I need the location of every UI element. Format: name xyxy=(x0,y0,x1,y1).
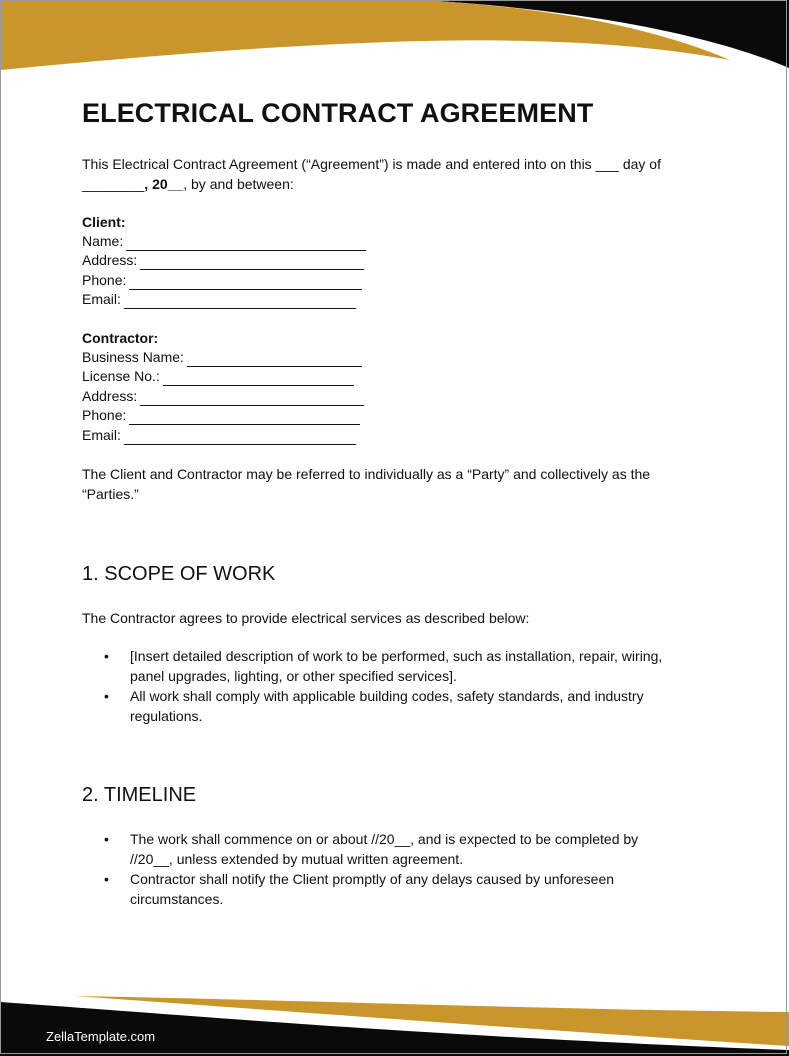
list-item: • The work shall commence on or about //20__, and is expected to be completed by //20__, unless extended by mutual written agreement. xyxy=(104,831,639,867)
client-phone-field xyxy=(82,271,362,290)
bullet-icon: • xyxy=(104,688,109,704)
client-name-field xyxy=(82,232,366,251)
section-timeline-list xyxy=(82,829,712,909)
parties-line-2: “Parties.” xyxy=(82,486,139,502)
client-email-input-line[interactable] xyxy=(124,294,356,309)
client-name-input-line[interactable] xyxy=(126,236,366,251)
client-address-input-line[interactable] xyxy=(140,255,364,270)
list-item: • Contractor shall notify the Client promptly of any delays caused by unforeseen circumstances. xyxy=(104,871,615,907)
contractor-email-field xyxy=(82,426,356,445)
field-label: Phone: xyxy=(82,407,127,423)
field-label: Address: xyxy=(82,252,138,268)
intro-paragraph xyxy=(82,154,702,194)
field-label: Name: xyxy=(82,233,124,249)
section-scope-list xyxy=(82,646,712,726)
list-item: • All work shall comply with applicable building codes, safety standards, and industry regulations. xyxy=(104,688,644,724)
field-label: Email: xyxy=(82,427,121,443)
client-email-field xyxy=(82,290,356,309)
contractor-address-field xyxy=(82,387,364,406)
contractor-business-name-field xyxy=(82,348,362,367)
list-item: • [Insert detailed description of work to be performed, such as installation, repair, wiring, panel upgrades, lighting, or other specified services]. xyxy=(104,648,663,684)
top-wave-decoration xyxy=(0,0,789,80)
client-phone-input-line[interactable] xyxy=(129,275,362,290)
field-label: Phone: xyxy=(82,272,127,288)
intro-date-blank: ________ xyxy=(82,176,145,192)
document-title: ELECTRICAL CONTRACT AGREEMENT xyxy=(82,98,594,128)
contractor-business-name-input-line[interactable] xyxy=(187,352,362,367)
bullet-icon: • xyxy=(104,871,109,887)
contractor-phone-input-line[interactable] xyxy=(129,410,360,425)
bullet-icon: • xyxy=(104,831,109,847)
section-scope-intro: The Contractor agrees to provide electrical services as described below: xyxy=(82,610,530,626)
contractor-license-input-line[interactable] xyxy=(163,371,354,386)
contractor-license-field xyxy=(82,367,354,386)
contractor-address-input-line[interactable] xyxy=(140,391,364,406)
field-label: Address: xyxy=(82,388,138,404)
section-timeline-heading: 2. TIMELINE xyxy=(82,784,197,806)
contractor-phone-field xyxy=(82,406,360,425)
contractor-heading: Contractor: xyxy=(82,330,159,346)
contractor-email-input-line[interactable] xyxy=(124,430,356,445)
section-scope-heading: 1. SCOPE OF WORK xyxy=(82,563,276,585)
field-label: License No.: xyxy=(82,368,160,384)
intro-line-2-end: , by and between: xyxy=(183,176,294,192)
parties-line-1: The Client and Contractor may be referred to individually as a “Party” and collectively as the xyxy=(82,466,651,482)
bottom-wave-decoration xyxy=(0,986,789,1056)
field-label: Business Name: xyxy=(82,349,184,365)
field-label: Email: xyxy=(82,291,121,307)
client-heading: Client: xyxy=(82,214,126,230)
intro-year: , 20__ xyxy=(144,176,184,192)
footer-brand[interactable]: ZellaTemplate.com xyxy=(46,1029,156,1044)
parties-paragraph xyxy=(82,464,702,504)
intro-line-1: This Electrical Contract Agreement (“Agreement”) is made and entered into on this ___ day of xyxy=(82,156,661,172)
client-address-field xyxy=(82,251,364,270)
bullet-icon: • xyxy=(104,648,109,664)
